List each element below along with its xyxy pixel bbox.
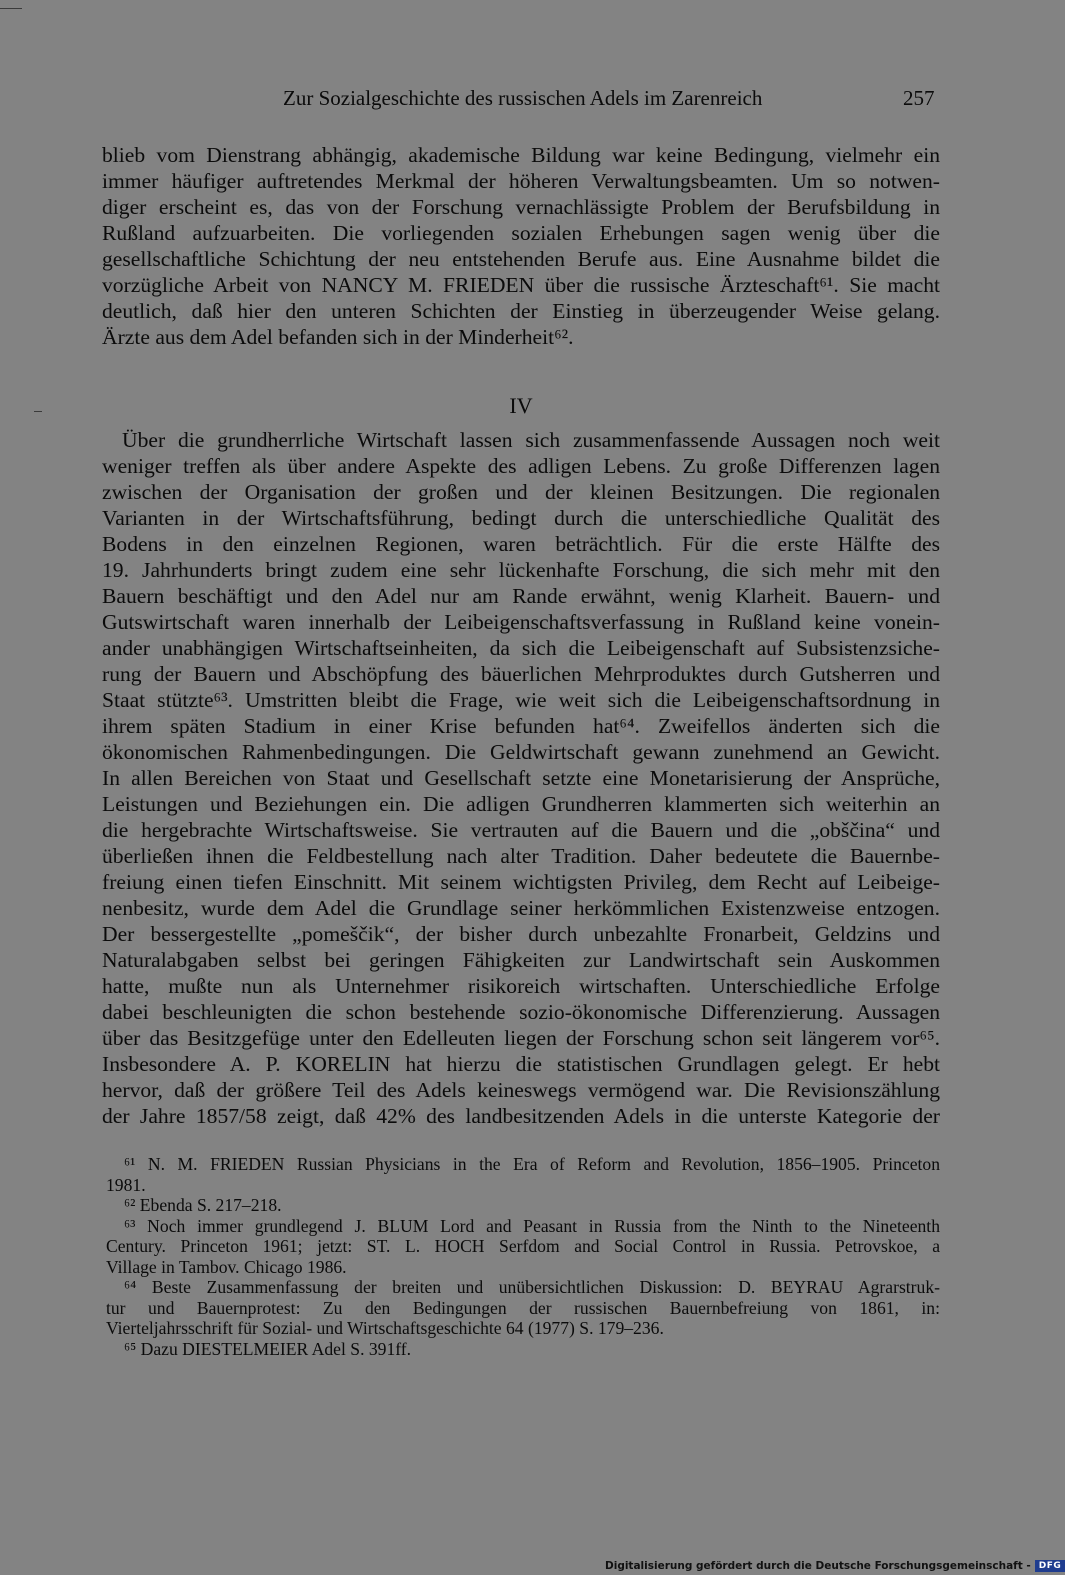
footnote-line: ⁶⁵ Dazu DIESTELMEIER Adel S. 391ff. xyxy=(124,1338,412,1359)
text-line: überließen ihnen die Feldbestellung nach alter Tradition. Daher bedeutete die Bauernbe- xyxy=(102,844,940,868)
text-line: Rußland aufzuarbeiten. Die vorliegenden sozialen Erhebungen sagen wenig über die xyxy=(102,221,940,245)
text-line: Gutswirtschaft waren innerhalb der Leibeigenschaftsverfassung in Rußland keine vonein- xyxy=(102,610,940,634)
text-line: Über die grundherrliche Wirtschaft lassen sich zusammenfassende Aussagen noch weit xyxy=(122,428,940,452)
text-line: diger erscheint es, das von der Forschung vernachlässigte Problem der Berufsbildung in xyxy=(102,195,940,219)
text-line: rung der Bauern und Abschöpfung des bäuerlichen Mehrproduktes durch Gutsherren und xyxy=(102,662,940,686)
text-line: Staat stützte⁶³. Umstritten bleibt die Frage, wie weit sich die Leibeigenschaftsordnung in xyxy=(102,688,940,712)
text-line: vorzügliche Arbeit von NANCY M. FRIEDEN über die russische Ärzteschaft⁶¹. Sie macht xyxy=(102,273,940,297)
text-line: Bodens in den einzelnen Regionen, waren beträchtlich. Für die erste Hälfte des xyxy=(102,532,940,556)
text-line: ander unabhängigen Wirtschaftseinheiten, da sich die Leibeigenschaft auf Subsistenzsiche- xyxy=(102,636,940,660)
text-line: weniger treffen als über andere Aspekte des adligen Lebens. Zu große Differenzen lagen xyxy=(102,454,940,478)
text-line: gesellschaftliche Schichtung der neu entstehenden Berufe aus. Eine Ausnahme bildet die xyxy=(102,247,940,271)
footnote-line: ⁶¹ N. M. FRIEDEN Russian Physicians in the Era of Reform and Revolution, 1856–1905. Princeton xyxy=(124,1154,940,1174)
text-line: nenbesitz, wurde dem Adel die Grundlage seiner herkömmlichen Existenzweise entzogen. xyxy=(102,896,940,920)
text-line: ökonomischen Rahmenbedingungen. Die Geldwirtschaft gewann zunehmend an Gewicht. xyxy=(102,740,940,764)
text-line: die hergebrachte Wirtschaftsweise. Sie vertrauten auf die Bauern und die „obščina“ und xyxy=(102,818,940,842)
text-line: der Jahre 1857/58 zeigt, daß 42% des landbesitzenden Adels in die unterste Kategorie der xyxy=(102,1104,940,1128)
footnote-line: ⁶² Ebenda S. 217–218. xyxy=(124,1195,282,1215)
text-line: In allen Bereichen von Staat und Gesellschaft setzte eine Monetarisierung der Ansprüche, xyxy=(102,766,940,790)
text-line: hatte, mußte nun als Unternehmer risikoreich wirtschaften. Unterschiedliche Erfolge xyxy=(102,974,940,998)
footnote-line: Vierteljahrsschrift für Sozial- und Wirtschaftsgeschichte 64 (1977) S. 179–236. xyxy=(106,1318,664,1338)
running-header: Zur Sozialgeschichte des russischen Adels im Zarenreich xyxy=(283,86,763,110)
text-line: Ärzte aus dem Adel befanden sich in der Minderheit⁶². xyxy=(102,325,574,349)
crop-mark-top xyxy=(0,8,22,9)
text-line: 19. Jahrhunderts bringt zudem eine sehr lückenhafte Forschung, die sich mehr mit den xyxy=(102,558,940,582)
digitization-footer xyxy=(605,1558,1062,1574)
text-line: dabei beschleunigten die schon bestehende sozio-ökonomische Differenzierung. Aussagen xyxy=(102,1000,940,1024)
text-line: immer häufiger auftretendes Merkmal der höheren Verwaltungsbeamten. Um so notwen- xyxy=(102,169,940,193)
text-line: Varianten in der Wirtschaftsführung, bedingt durch die unterschiedliche Qualität des xyxy=(102,506,940,530)
footer-text: Digitalisierung gefördert durch die Deutsche Forschungsgemeinschaft - xyxy=(605,1560,1031,1572)
footnote-line: ⁶³ Noch immer grundlegend J. BLUM Lord and Peasant in Russia from the Ninth to the Nineteenth xyxy=(124,1215,940,1236)
text-line: Leistungen und Beziehungen ein. Die adligen Grundherren klammerten sich weiterhin an xyxy=(102,792,940,816)
dfg-logo: DFG xyxy=(1035,1560,1065,1572)
text-line: über das Besitzgefüge unter den Edelleuten liegen der Forschung schon seit längerem vor⁶⁵. xyxy=(102,1026,940,1050)
text-line: Naturalabgaben selbst bei geringen Fähigkeiten zur Landwirtschaft sein Auskommen xyxy=(102,948,940,972)
footnote-line: tur und Bauernprotest: Zu den Bedingungen der russischen Bauernbefreiung von 1861, in: xyxy=(106,1297,940,1318)
page-number: 257 xyxy=(903,86,935,110)
text-line: Insbesondere A. P. KORELIN hat hierzu die statistischen Grundlagen gelegt. Er hebt xyxy=(102,1052,940,1076)
text-line: deutlich, daß hier den unteren Schichten der Einstieg in überzeugender Weise gelang. xyxy=(102,299,940,323)
footnote-line: 1981. xyxy=(106,1174,146,1195)
footnote-line: ⁶⁴ Beste Zusammenfassung der breiten und unübersichtlichen Diskussion: D. BEYRAU Agrarstruk- xyxy=(124,1277,940,1297)
text-line: ihrem späten Stadium in einer Krise befunden hat⁶⁴. Zweifellos änderten sich die xyxy=(102,714,940,738)
section-heading: IV xyxy=(509,393,533,418)
text-line: freiung einen tiefen Einschnitt. Mit seinem wichtigsten Privileg, dem Recht auf Leibeige- xyxy=(102,870,940,894)
text-line: hervor, daß der größere Teil des Adels keineswegs vermögend war. Die Revisionszählung xyxy=(102,1078,940,1102)
text-line: Bauern beschäftigt und den Adel nur am Rande erwähnt, wenig Klarheit. Bauern- und xyxy=(102,584,940,608)
text-line: zwischen der Organisation der großen und der kleinen Besitzungen. Die regionalen xyxy=(102,480,940,504)
footnote-line: Century. Princeton 1961; jetzt: ST. L. HOCH Serfdom and Social Control in Russia. Petrovskoe, a xyxy=(106,1236,940,1256)
footnote-line: Village in Tambov. Chicago 1986. xyxy=(106,1256,347,1277)
text-line: Der bessergestellte „pomeščik“, der bisher durch unbezahlte Fronarbeit, Geldzins und xyxy=(102,922,940,946)
text-line: blieb vom Dienstrang abhängig, akademische Bildung war keine Bedingung, vielmehr ein xyxy=(102,143,940,167)
